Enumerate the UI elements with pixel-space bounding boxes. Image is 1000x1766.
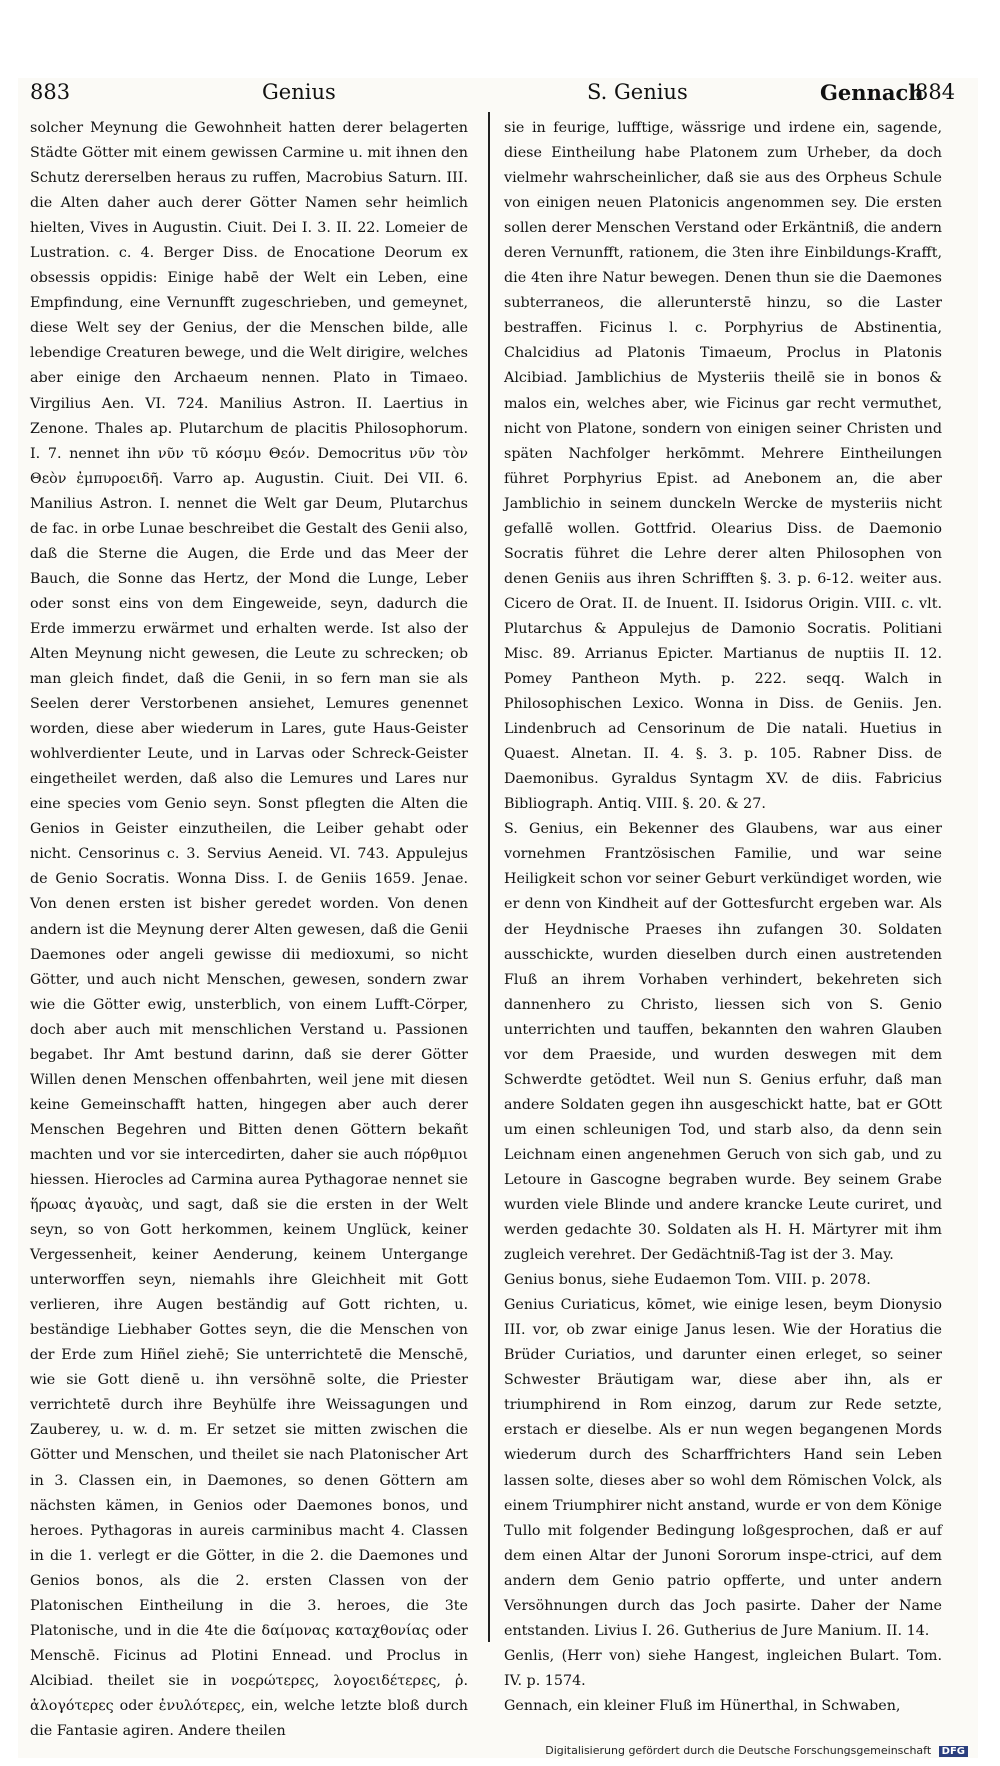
paragraph: S. Genius, ein Bekenner des Glaubens, war aus einer vornehmen Frantzösischen Familie, und war seine Heiligkeit schon vor seiner Geburt verkündiget worden, wie er denn von Kindheit auf der Gottesfurcht ergeben war. Als der Heydnische Praeses ihn zufangen 30. Soldaten ausschickte, wurden dieselben durch einen austretenden Fluß an ihrem Vorhaben verhindert, bekehreten sich dannenhero zu Christo, liessen sich von S. Genio unterrichten und tauffen, bekannten den wahren Glauben vor dem Praeside, und wurden deswegen mit dem Schwerdte getödtet. Weil nun S. Genius erfuhr, daß man andere Soldaten gegen ihn ausgeschickt hatte, bat er GOtt um einen schleunigen Tod, und starb also, da denn sein Leichnam einen angenehmen Geruch von sich gab, und zu Letoure in Gascogne begraben wurde. Bey seinem Grabe wurden viele Blinde und andere krancke Leute curiret, und werden gedachte 30. Soldaten als H. H. Märtyrer mit ihm zugleich verehret. Der Gedächtniß-Tag ist der 3. May. — [504, 821, 942, 1264]
paragraph: Genius bonus, siehe Eudaemon Tom. VIII. p. 2078. — [504, 1272, 871, 1289]
dfg-logo: DFG — [939, 1746, 968, 1757]
page-header — [30, 80, 960, 114]
page-number-left: 883 — [30, 80, 71, 104]
running-head-right: Gennach — [820, 80, 924, 105]
digitization-footer — [545, 1744, 968, 1757]
right-column — [504, 116, 942, 1719]
paragraph: Gennach, ein kleiner Fluß im Hünerthal, in Schwaben, — [504, 1697, 901, 1714]
column-divider — [488, 112, 490, 1642]
running-head-center: S. Genius — [587, 80, 688, 104]
paragraph: Genlis, (Herr von) siehe Hangest, ingleichen Bulart. Tom. IV. p. 1574. — [504, 1647, 942, 1689]
running-head-left: Genius — [262, 80, 336, 104]
paragraph: Genius Curiaticus, kōmet, wie einige lesen, beym Dionysio III. vor, ob zwar einige Janus lesen. Wie der Horatius die Brüder Curiatios, und darunter einen erleget, so seiner Schwester Bräutigam war, diese aber ihn, als er triumphirend in Rom einzog, darum zur Rede setzte, erstach er dieselbe. Als er nun wegen begangenen Mords wiederum durch des Scharffrichters Hand sein Leben lassen solte, dieses aber so wohl dem Römischen Volck, als einem Triumphirer nicht anstand, wurde er von dem Könige Tullo mit folgender Bedingung loßgesprochen, daß er auf dem einen Altar der Junoni Sororum inspe-ctrici, auf dem andern dem Genio patrio opfferte, und unter andern Versöhnungen durch das Joch pasirte. Daher der Name entstanden. Livius I. 26. Gutherius de Jure Manium. II. 14. — [504, 1297, 942, 1639]
page-number-right: 884 — [915, 80, 956, 104]
paragraph: sie in feurige, lufftige, wässrige und irdene ein, sagende, diese Eintheilung habe Platonem zum Urheber, da doch vielmehr wahrscheinlicher, daß sie aus des Orpheus Schule von einigen neuen Platonicis angenommen sey. Die ersten sollen derer Menschen Verstand oder Erkäntniß, die andern deren Vernunfft, rationem, die 3ten ihre Einbildungs-Krafft, die 4ten ihre Natur bewegen. Denen thun sie die Daemones subterraneos, die allerunterstē hinzu, so die Laster bestraffen. Ficinus l. c. Porphyrius de Abstinentia, Chalcidius ad Platonis Timaeum, Proclus in Platonis Alcibiad. Jamblichius de Mysteriis theilē sie in bonos & malos ein, welches aber, wie Ficinus gar recht vermuthet, nicht von Platone, sondern von einigen seiner Christen und späten Nachfolger herkōmmt. Mehrere Eintheilungen führet Porphyrius Epist. ad Anebonem an, die aber Jamblichio in seinem dunckeln Wercke de mysteriis nicht gefallē wollen. Gottfrid. Olearius Diss. de Daemonio Socratis führet die Lehre derer alten Philosophen von denen Geniis aus ihren Schrifften §. 3. p. 6-12. weiter aus. Cicero de Orat. II. de Inuent. II. Isidorus Origin. VIII. c. vlt. Plutarchus & Appulejus de Damonio Socratis. Politiani Misc. 89. Arrianus Epicter. Martianus de nuptiis II. 12. Pomey Pantheon Myth. p. 222. seqq. Walch in Philosophischen Lexico. Wonna in Diss. de Geniis. Jen. Lindenbruch ad Censorinum de Die natali. Huetius in Quaest. Alnetan. II. 4. §. 3. p. 105. Rabner Diss. de Daemonibus. Gyraldus Syntagm XV. de diis. Fabricius Bibliograph. Antiq. VIII. §. 20. & 27. — [504, 120, 942, 813]
footer-text: Digitalisierung gefördert durch die Deutsche Forschungsgemeinschaft — [545, 1744, 932, 1757]
left-column — [30, 116, 468, 1744]
paragraph: solcher Meynung die Gewohnheit hatten derer belagerten Städte Götter mit einem gewissen Carmine u. mit ihnen den Schutz dererselben heraus zu ruffen, Macrobius Saturn. III. die Alten daher auch derer Götter Namen sehr heimlich hielten, Vives in Augustin. Ciuit. Dei I. 3. II. 22. Lomeier de Lustration. c. 4. Berger Diss. de Enocatione Deorum ex obsessis oppidis: Einige habē der Welt ein Leben, eine Empfindung, eine Vernunfft zugeschrieben, und gemeynet, diese Welt sey der Genius, der die Menschen bilde, alle lebendige Creaturen bewege, und die Welt dirigire, welches aber einige den Archaeum nennen. Plato in Timaeo. Virgilius Aen. VI. 724. Manilius Astron. II. Laertius in Zenone. Thales ap. Plutarchum de placitis Philosophorum. I. 7. nennet ihn νῦν τῦ κόσμυ Θεόν. Democritus νῦν τὸν Θεὸν ἐμπυροειδῆ. Varro ap. Augustin. Ciuit. Dei VII. 6. Manilius Astron. I. nennet die Welt gar Deum, Plutarchus de fac. in orbe Lunae beschreibet die Gestalt des Genii also, daß die Sterne die Augen, die Erde und das Meer der Bauch, die Sonne das Hertz, der Mond die Lunge, Leber oder sonst eins von dem Eingeweide, seyn, dadurch die Erde immerzu erwärmet und erhalten werde. Ist also der Alten Meynung nicht gewesen, die Leute zu schrecken; ob man gleich findet, daß die Genii, in so fern man sie als Seelen derer Verstorbenen ansiehet, Lemures genennet worden, diese aber wiederum in Lares, gute Haus-Geister wohlverdienter Leute, und in Larvas oder Schreck-Geister eingetheilet werden, daß also die Lemures und Lares nur eine species vom Genio seyn. Sonst pflegten die Alten die Genios in Geister einzutheilen, die Leiber gehabt oder nicht. Censorinus c. 3. Servius Aeneid. VI. 743. Appulejus de Genio Socratis. Wonna Diss. I. de Geniis 1659. Jenae. Von denen ersten ist bisher geredet worden. Von denen andern ist die Meynung derer Alten gewesen, daß die Genii Daemones oder angeli gewisse dii medioxumi, so nicht Götter, und auch nicht Menschen, gewesen, sondern zwar wie die Götter ewig, unsterblich, von einem Lufft-Cörper, doch aber auch mit menschlichen Verstand u. Passionen begabet. Ihr Amt bestund darinn, daß sie derer Götter Willen denen Menschen offenbahrten, weil jene mit diesen keine Gemeinschafft hatten, hingegen aber auch derer Menschen Begehren und Bitten denen Göttern bekañt machten und vor sie intercedirten, daher sie auch πόρθμιοι hiessen. Hierocles ad Carmina aurea Pythagorae nennet sie ἥρωας ἀγαυὰς, und sagt, daß sie die ersten in der Welt seyn, so von Gott herkommen, keinem Unglück, keiner Vergessenheit, keiner Aenderung, keinem Untergange unterworffen seyn, niemahls ihre Gleichheit mit Gott verlieren, ihre Augen beständig auf Gott richten, u. beständige Liebhaber Gottes seyn, die die Menschen von der Erde zum Hiñel ziehē; Sie unterrichtetē die Menschē, wie sie Gott dienē u. ihn versöhnē solte, die Priester verrichtetē durch ihre Beyhülfe ihre Weissagungen und Zauberey, u. w. d. m. Er setzet sie mitten zwischen die Götter und Menschen, und theilet sie nach Platonischer Art in 3. Classen ein, in Daemones, so denen Göttern am nächsten kämen, in Genios oder Daemones bonos, und heroes. Pythagoras in aureis carminibus macht 4. Classen in die 1. verlegt er die Götter, in die 2. die Daemones und Genios bonos, als die 2. ersten Classen von der Platonischen Eintheilung in die 3. heroes, die 3te Platonische, und in die 4te die δαίμονας καταχθονίας oder Menschē. Ficinus ad Plotini Ennead. und Proclus in Alcibiad. theilet sie in νοερώτερες, λογοειδέτερες, ῥ. ἀλογότερες oder ἐνυλότερες, ein, welche letzte bloß durch die Fantasie agiren. Andere theilen — [30, 120, 468, 1739]
